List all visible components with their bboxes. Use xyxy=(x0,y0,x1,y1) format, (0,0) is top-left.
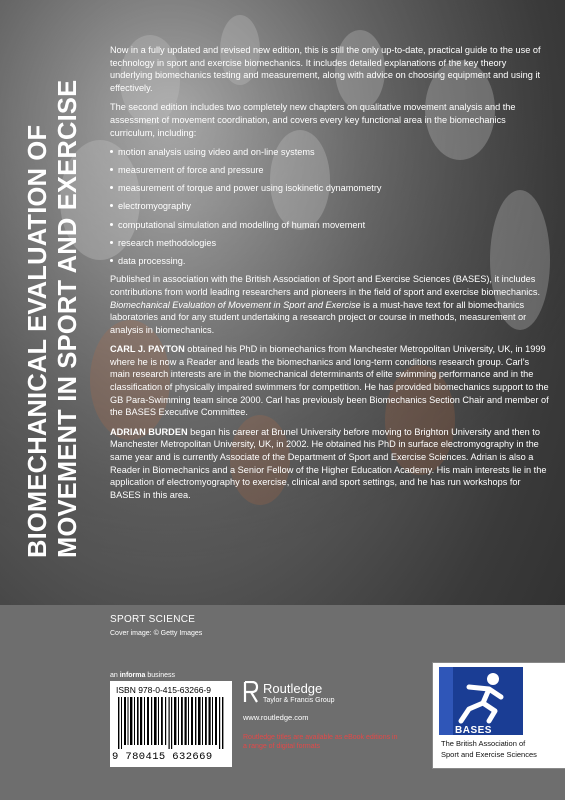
blurb-p3-end: is a must-have text for all biomechanics laboratories and for any student undertaking a research project or course in methods, measurement or analysis in biomechanics. xyxy=(110,299,527,335)
title-line-1: BIOMECHANICAL EVALUATION OF xyxy=(24,124,52,558)
author-bio-1 xyxy=(110,343,550,419)
cover-image-credit: Cover image: © Getty Images xyxy=(110,630,203,637)
barcode-icon xyxy=(116,697,226,749)
rotated-title xyxy=(24,60,104,560)
topic-item: motion analysis using video and on-line systems xyxy=(110,146,550,159)
topic-item: measurement of force and pressure xyxy=(110,164,550,177)
topic-list xyxy=(110,146,550,267)
bases-name-line-2: Sport and Exercise Sciences xyxy=(441,750,537,759)
book-title-italic: Biomechanical Evaluation of Movement in Sport and Exercise xyxy=(110,299,361,310)
author-name-2: ADRIAN BURDEN xyxy=(110,426,188,437)
author-bio-2 xyxy=(110,426,550,502)
blurb-paragraph-1: Now in a fully updated and revised new edition, this is still the only up-to-date, practical guide to the use of technology in sport and exercise biomechanics. It includes detailed explanations of the key theory underlying biomechanics testing and measurement, along with advice on choosing equipment and using it effectively. xyxy=(110,45,541,93)
author-bio-text-1: obtained his PhD in biomechanics from Manchester Metropolitan University, UK, in 1999 where he is now a Reader and leads the biomechanics and long-term conditions research group. Carl’s main research interests are in the biomechanical determinants of elite swimming performance and in the classification of physically impaired swimmers for competition. He has provided biomechanics support to the GB Para-Swimming team since 2000. Carl has previously been Biomechanics Section Chair and member of the BASES Executive Committee. xyxy=(110,344,549,418)
author-bio-text-2: began his career at Brunel University before moving to Brighton University and then to Manchester Metropolitan University, UK, in 2002. He obtained his PhD in surface electromyography in the same year and is currently Associate of the Department of Sport and Exercise Sciences. Adrian is also a Reader in Biomechanics and a Senior Fellow of the Higher Education Academy. His main interests lie in the application of electromyography to exercise, clinical and sport settings, and he has run workshops for BASES in this area. xyxy=(110,426,547,500)
isbn-barcode-box xyxy=(110,681,232,767)
bases-runner-icon xyxy=(439,667,523,735)
blurb-paragraph-3 xyxy=(110,273,550,336)
informa-prefix: an xyxy=(110,672,120,679)
routledge-logo-icon xyxy=(243,681,259,703)
blurb-text xyxy=(110,44,550,508)
isbn-digits: 9 780415 632669 xyxy=(112,751,213,763)
blurb-paragraph-2: The second edition includes two completely new chapters on qualitative movement analysis and the assessment of movement coordination, and covers every key functional area in the biomechanics curriculum, including: xyxy=(110,102,516,138)
publisher-name: Routledge xyxy=(263,681,323,696)
blurb-p3-start: Published in association with the British Association of Sport and Exercise Sciences (BASES), it includes contributions from world leading researchers and pioneers in the field of sport and exercise biomechanics. xyxy=(110,274,541,297)
topic-item: electromyography xyxy=(110,200,550,213)
topic-item: data processing. xyxy=(110,255,550,268)
bases-logo xyxy=(432,662,565,769)
subject-category: SPORT SCIENCE xyxy=(110,614,196,625)
informa-suffix: business xyxy=(145,672,175,679)
publisher-group: Taylor & Francis Group xyxy=(263,697,335,704)
informa-brand: informa xyxy=(119,672,146,679)
author-name-1: CARL J. PAYTON xyxy=(110,344,185,355)
topic-item: research methodologies xyxy=(110,237,550,250)
topic-item: computational simulation and modelling of human movement xyxy=(110,219,550,232)
topic-item: measurement of torque and power using isokinetic dynamometry xyxy=(110,182,550,195)
ebook-availability-note: Routledge titles are available as eBook editions in a range of digital formats xyxy=(243,734,398,750)
title-line-2: MOVEMENT IN SPORT AND EXERCISE xyxy=(54,79,82,558)
bases-wordmark: BASES xyxy=(455,725,492,736)
bases-name-line-1: The British Association of xyxy=(441,739,526,748)
isbn-label: ISBN 978-0-415-63266-9 xyxy=(116,685,211,695)
publisher-url[interactable]: www.routledge.com xyxy=(243,713,309,722)
informa-business-line xyxy=(110,672,175,679)
